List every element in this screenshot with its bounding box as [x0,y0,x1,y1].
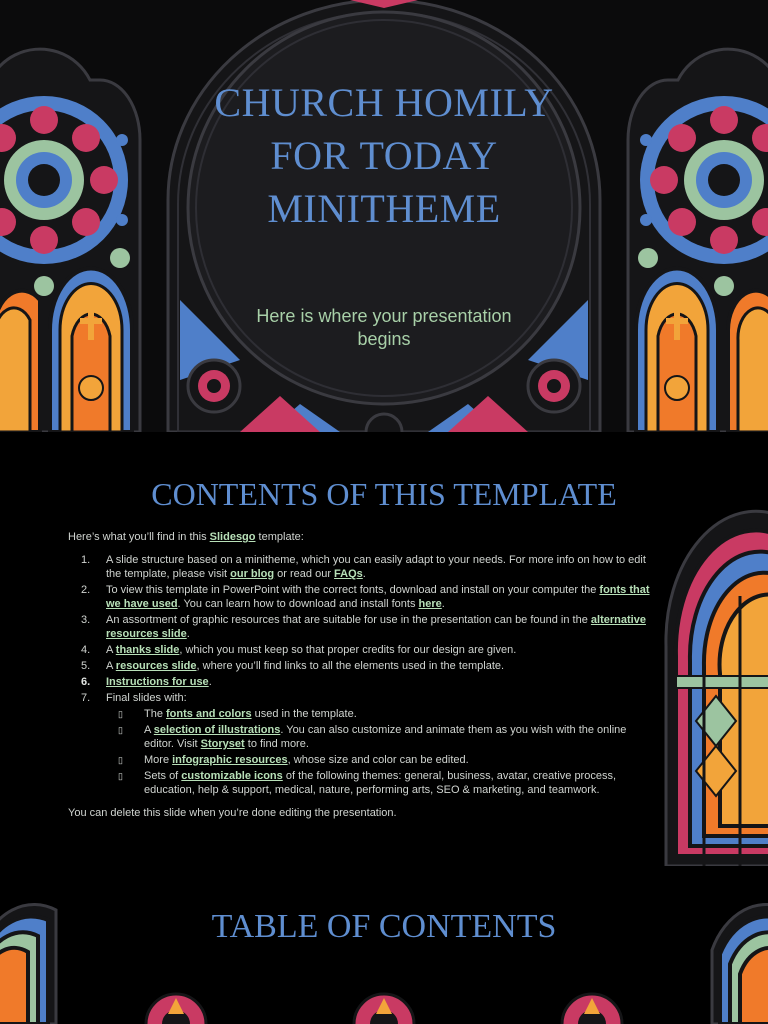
sub-list-item: ▯ More infographic resources, whose size and color can be edited. [118,754,469,766]
presentation-title: CHURCH HOMILY FOR TODAY MINITHEME [214,80,554,231]
toc-illustration [0,880,768,1024]
contents-slide [0,446,768,866]
contents-title: CONTENTS OF THIS TEMPLATE [151,476,617,512]
title-slide [0,0,768,432]
presentation-subtitle: Here is where your presentation begins [256,306,512,349]
bullet-icon: ▯ [118,755,123,765]
resources-slide-link[interactable]: resources slide [115,660,197,672]
sub-list-item: ▯ Sets of customizable icons of the following themes: general, business, avatar, creative process, education, help & support, medical, nature, performing arts, SEO & marketing, and teamwork. [118,770,617,796]
customizable-icons-link[interactable]: customizable icons [181,770,283,782]
illustrations-link[interactable]: selection of illustrations [153,724,281,736]
list-item: 5. A resources slide, where you’ll find links to all the elements used in the template. [81,660,505,672]
storyset-link[interactable]: Storyset [200,738,245,750]
bullet-icon: ▯ [118,709,123,719]
list-item: 4. A thanks slide, which you must keep so that proper credits for our design are given. [81,644,517,656]
list-item: 6. Instructions for use. [81,676,212,688]
table-of-contents-slide [0,880,768,1024]
alternative-resources-link[interactable]: alternative resources slide [106,614,646,640]
list-item: 2. To view this template in PowerPoint with the correct fonts, download and install on your computer the fonts that we have used. You can learn how to download and install fonts here. [81,584,650,610]
contents-body [68,530,658,829]
sub-list [106,707,658,797]
right-window [628,49,768,432]
contents-list [68,553,658,797]
slidesgo-link[interactable]: Slidesgo [209,531,256,543]
thanks-slide-link[interactable]: thanks slide [115,644,180,656]
infographic-resources-link[interactable]: infographic resources [172,754,288,766]
list-item: 3. An assortment of graphic resources that are suitable for use in the presentation can be found in the alternative resources slide. [81,614,646,640]
faqs-link[interactable]: FAQs [334,568,363,580]
bullet-icon: ▯ [118,725,123,735]
sub-list-item: ▯ The fonts and colors used in the template. [118,708,357,720]
here-link[interactable]: here [418,598,442,610]
fonts-and-colors-link[interactable]: fonts and colors [166,708,252,720]
bullet-icon: ▯ [118,771,123,781]
fonts-link[interactable]: fonts that we have used [106,584,650,610]
sub-list-item: ▯ A selection of illustrations. You can also customize and animate them as you wish with the online editor. Visit Storyset to find more. [118,724,627,750]
outro-text: You can delete this slide when you’re done editing the presentation. [68,807,397,819]
list-item: 7. Final slides with: ▯ The fonts and colors used in the template. ▯ A selection of illustrations. You can also customize and animate them as you wish with the online editor. Visit Storyset to find more. ▯ More infographic resources, whose size and color can be edited. ▯ Sets of customizable icons of the following themes: general, business, avatar, creative process, education, help & support, medical, nature, performing arts, SEO & marketing, and teamwork. [68,691,658,797]
instructions-link[interactable]: Instructions for use [106,676,209,688]
intro-text: Here’s what you’ll find in this Slidesgo template: [68,531,304,543]
toc-title: TABLE OF CONTENTS [211,908,557,945]
our-blog-link[interactable]: our blog [230,568,275,580]
list-item: 1. A slide structure based on a minitheme, which you can easily adapt to your needs. For more info on how to edit the template, please visit our blog or read our FAQs. [81,554,646,580]
left-window [0,49,140,432]
